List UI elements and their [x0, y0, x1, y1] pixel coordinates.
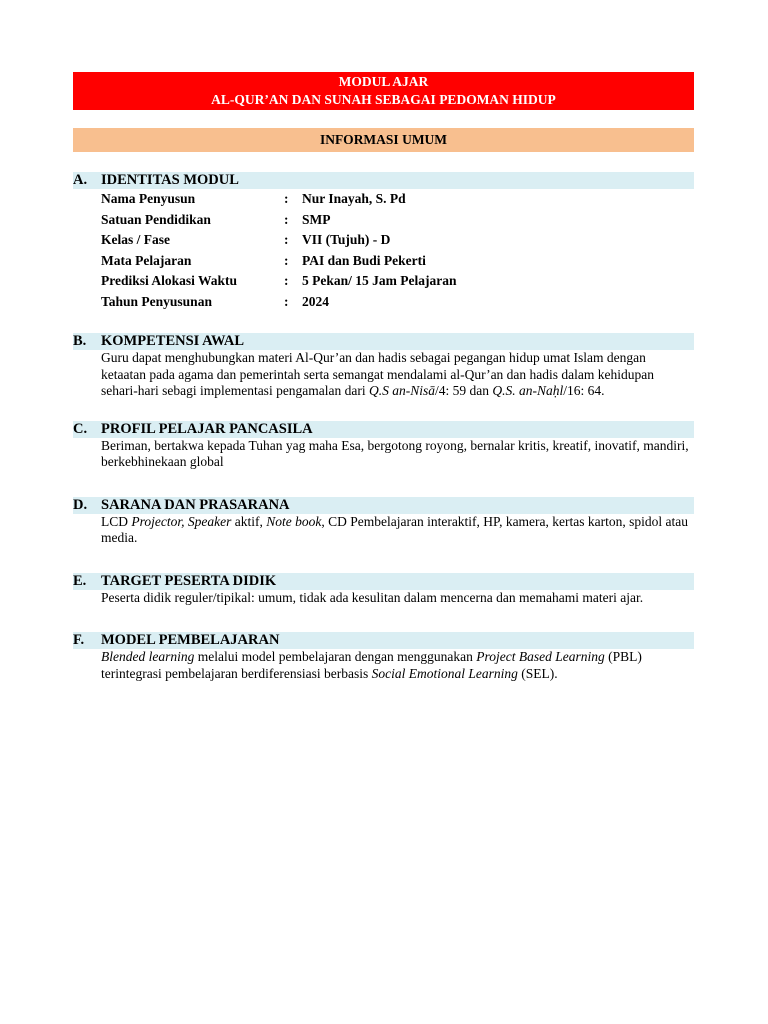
identity-key: Mata Pelajaran: [101, 252, 192, 268]
section-sarana-prasarana: [73, 497, 694, 547]
body-text: /4: 59 dan: [435, 383, 493, 398]
section-title: PROFIL PELAJAR PANCASILA: [101, 420, 313, 437]
module-title-line2: AL-QUR’AN DAN SUNAH SEBAGAI PEDOMAN HIDUP: [211, 92, 556, 107]
section-body: Beriman, bertakwa kepada Tuhan yag maha Esa, bergotong royong, bernalar kritis, kreatif, inovatif, mandiri, berkebhinekaan global: [101, 437, 689, 469]
identity-key: Nama Penyusun: [101, 191, 196, 207]
identity-value: SMP: [302, 211, 331, 227]
section-heading: [73, 632, 694, 649]
identity-value: 5 Pekan/ 15 Jam Pelajaran: [302, 273, 457, 289]
italic-term: Social Emotional Learning: [371, 665, 518, 681]
section-title: KOMPETENSI AWAL: [101, 333, 245, 349]
identity-separator: :: [284, 293, 289, 309]
section-letter: D.: [73, 496, 88, 513]
section-model-pembelajaran: [73, 632, 694, 682]
identity-key: Satuan Pendidikan: [101, 211, 211, 227]
body-text: (SEL).: [517, 665, 558, 681]
section-heading: [73, 172, 694, 189]
section-heading: [73, 421, 694, 438]
section-body: [73, 649, 694, 682]
identity-value: 2024: [302, 293, 329, 309]
body-text: /16: 64.: [563, 383, 605, 398]
identity-row: [101, 210, 457, 231]
module-title-line1: MODUL AJAR: [338, 74, 429, 89]
identity-value: PAI dan Budi Pekerti: [302, 252, 426, 268]
section-profil-pelajar: [73, 421, 694, 471]
section-heading: [73, 333, 694, 350]
section-title: MODEL PEMBELAJARAN: [101, 632, 280, 648]
section-target-peserta: [73, 573, 694, 607]
identity-separator: :: [284, 232, 289, 248]
identity-key: Tahun Penyusunan: [101, 293, 212, 309]
module-title-banner: [73, 72, 694, 110]
identity-table: [101, 189, 457, 312]
identity-row: [101, 292, 457, 313]
quran-reference: Q.S. an-Naḥl: [492, 383, 564, 398]
identity-separator: :: [284, 273, 289, 289]
quran-reference: Q.S an-Nisā: [369, 383, 436, 398]
italic-term: Blended learning: [101, 649, 195, 664]
italic-term: Note book: [266, 513, 322, 529]
body-text: LCD: [101, 513, 132, 529]
identity-row: [101, 271, 457, 292]
section-body: [73, 514, 694, 547]
section-letter: E.: [73, 572, 87, 589]
document-page: [73, 72, 694, 682]
italic-term: Projector, Speaker: [131, 513, 232, 529]
body-text: , CD Pembelajaran interaktif, HP, kamera, kertas karton, spidol atau media.: [101, 513, 689, 545]
identity-row: [101, 230, 457, 251]
section-title: SARANA DAN PRASARANA: [101, 496, 290, 513]
section-heading: [73, 573, 694, 590]
identity-row: [101, 251, 457, 272]
section-body: Peserta didik reguler/tipikal: umum, tidak ada kesulitan dalam mencerna dan memahami materi ajar.: [101, 589, 644, 605]
section-letter: A.: [73, 172, 88, 188]
body-text: Guru dapat menghubungkan materi Al-Qur’an dan hadis sebagai pegangan hidup umat Islam dengan ketaatan pada agama dan pemerintah serta semangat mendalami al-Qur’an dan hadis dalam kehidupan sehari-hari sebagi implementasi pengamalan dari: [101, 350, 655, 398]
section-body: [73, 350, 694, 400]
identity-separator: :: [284, 211, 289, 227]
section-heading: [73, 497, 694, 514]
info-umum-banner: INFORMASI UMUM: [73, 128, 694, 152]
identity-row: [101, 189, 457, 210]
section-title: IDENTITAS MODUL: [101, 172, 239, 188]
identity-separator: :: [284, 252, 289, 268]
body-text: melalui model pembelajaran dengan menggunakan: [194, 649, 477, 664]
italic-term: Project Based Learning: [476, 649, 605, 664]
section-identitas-modul: [73, 172, 694, 312]
section-letter: B.: [73, 333, 87, 349]
identity-value: VII (Tujuh) - D: [302, 232, 391, 248]
identity-value: Nur Inayah, S. Pd: [302, 191, 406, 207]
section-title: TARGET PESERTA DIDIK: [101, 572, 277, 589]
identity-key: Prediksi Alokasi Waktu: [101, 273, 238, 289]
section-letter: F.: [73, 632, 85, 648]
identity-separator: :: [284, 191, 289, 207]
section-letter: C.: [73, 420, 88, 437]
body-text: aktif,: [231, 513, 267, 529]
body-text: (PBL) terintegrasi pembelajaran berdiferensiasi berbasis: [101, 649, 642, 681]
identity-key: Kelas / Fase: [101, 232, 170, 248]
section-kompetensi-awal: [73, 333, 694, 400]
